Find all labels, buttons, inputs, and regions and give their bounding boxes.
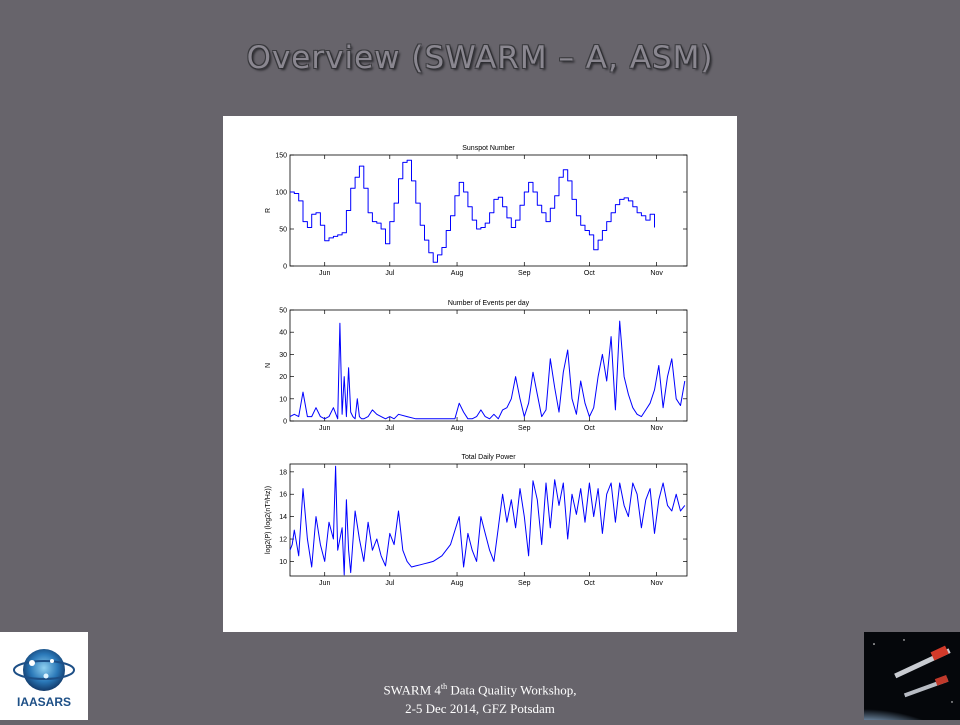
y-tick-label: 16 bbox=[279, 491, 287, 499]
x-tick-label: Jun bbox=[319, 270, 331, 277]
x-tick-label: Oct bbox=[583, 425, 595, 432]
chart-figure bbox=[223, 116, 737, 632]
x-tick-label: Aug bbox=[450, 580, 464, 587]
x-tick-label: Jul bbox=[385, 270, 395, 277]
y-tick-label: 14 bbox=[279, 514, 287, 522]
footer-ordinal-suffix: th bbox=[440, 682, 448, 691]
chart-title-2: Number of Events per day bbox=[447, 300, 530, 307]
satellite-image bbox=[864, 632, 960, 720]
x-tick-label: Oct bbox=[583, 580, 595, 587]
x-tick-label: Oct bbox=[583, 270, 595, 277]
x-tick-label: Jun bbox=[319, 580, 331, 587]
x-tick-label: Sep bbox=[518, 270, 531, 277]
y-axis-label-1: R bbox=[265, 207, 272, 214]
x-tick-label: Aug bbox=[450, 425, 464, 432]
y-tick-label: 20 bbox=[279, 374, 287, 382]
chart-title-3: Total Daily Power bbox=[461, 454, 516, 461]
iaasars-logo bbox=[0, 632, 88, 720]
chart-title-1: Sunspot Number bbox=[462, 145, 515, 152]
y-tick-label: 150 bbox=[275, 152, 287, 160]
y-tick-label: 30 bbox=[279, 351, 287, 359]
slide-footer bbox=[300, 677, 660, 718]
slide-title: Overview (SWARM – A, ASM) bbox=[246, 40, 714, 76]
plot-axes-2 bbox=[290, 310, 687, 421]
iaasars-logo-text: IAASARS bbox=[16, 695, 72, 709]
y-axis-label-2: N bbox=[265, 362, 272, 369]
y-tick-label: 18 bbox=[279, 469, 287, 477]
y-tick-label: 50 bbox=[279, 307, 287, 315]
iaasars-logo-graphic bbox=[0, 632, 88, 720]
y-tick-label: 100 bbox=[275, 189, 287, 197]
footer-line-2: 2-5 Dec 2014, GFZ Potsdam bbox=[405, 701, 555, 717]
x-tick-label: Jun bbox=[319, 425, 331, 432]
x-tick-label: Sep bbox=[518, 425, 531, 432]
y-tick-label: 40 bbox=[279, 329, 287, 337]
y-tick-label: 0 bbox=[283, 263, 287, 271]
x-tick-label: Sep bbox=[518, 580, 531, 587]
y-tick-label: 12 bbox=[279, 536, 287, 544]
x-tick-label: Aug bbox=[450, 270, 464, 277]
footer-workshop-suffix: Data Quality Workshop, bbox=[447, 682, 577, 698]
y-tick-label: 50 bbox=[279, 226, 287, 234]
y-tick-label: 10 bbox=[279, 396, 287, 404]
x-tick-label: Jul bbox=[385, 580, 395, 587]
charts-svg bbox=[223, 116, 737, 632]
y-axis-label-3: log2(P) (log2(nT²/Hz)) bbox=[265, 485, 272, 555]
y-tick-label: 0 bbox=[283, 418, 287, 426]
x-tick-label: Nov bbox=[650, 270, 663, 277]
x-tick-label: Nov bbox=[650, 580, 663, 587]
footer-workshop-prefix: SWARM 4 bbox=[383, 682, 441, 698]
y-tick-label: 10 bbox=[279, 558, 287, 566]
satellite-graphic bbox=[864, 632, 960, 720]
x-tick-label: Jul bbox=[385, 425, 395, 432]
x-tick-label: Nov bbox=[650, 425, 663, 432]
footer-line-1 bbox=[300, 677, 660, 699]
